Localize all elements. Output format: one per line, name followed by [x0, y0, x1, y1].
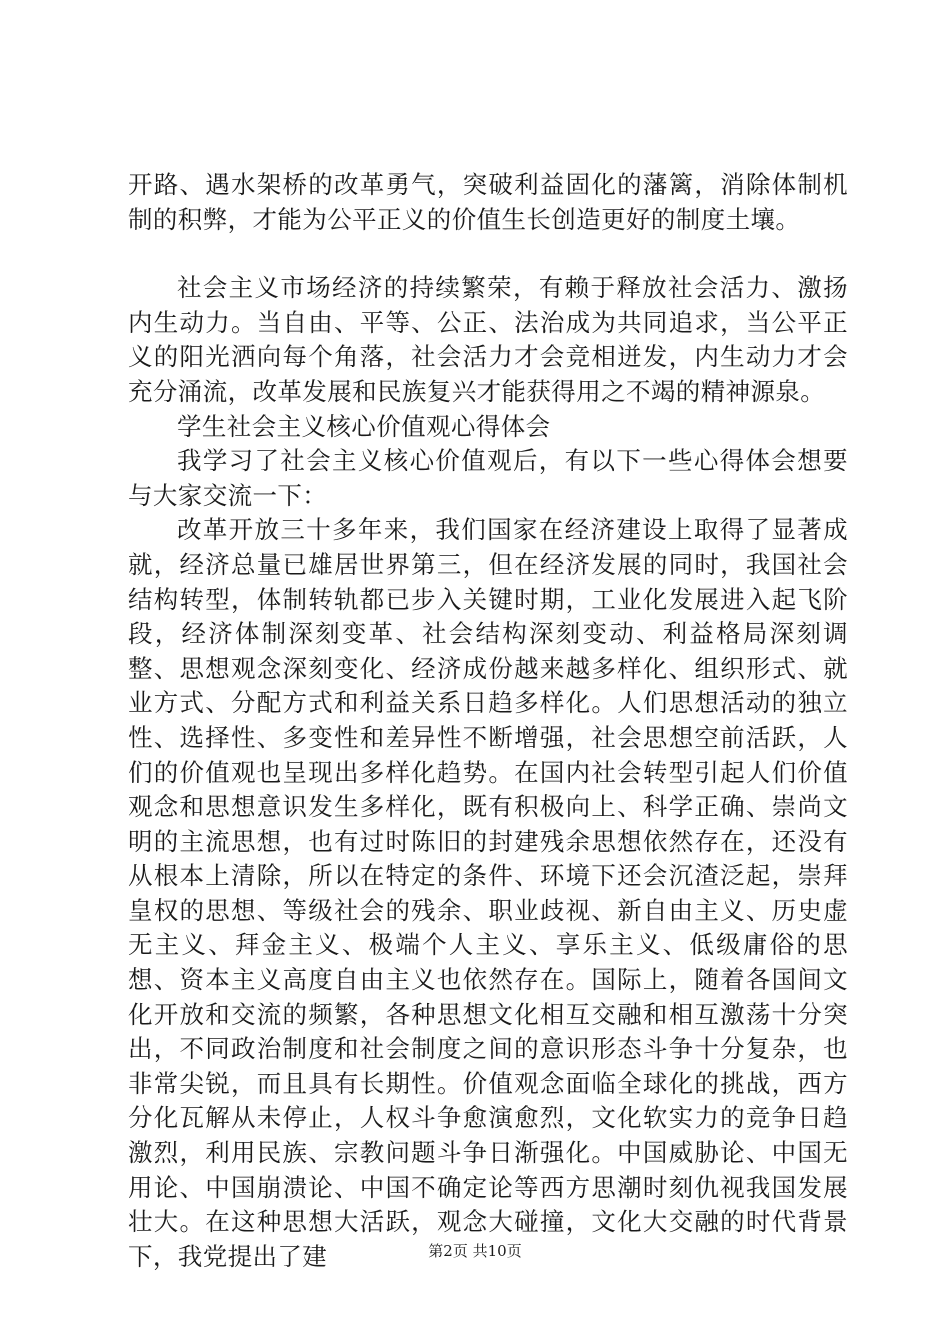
document-body	[128, 168, 848, 1274]
paragraph-intro: 我学习了社会主义核心价值观后，有以下一些心得体会想要与大家交流一下：	[128, 446, 848, 510]
paragraph-continuation: 开路、遇水架桥的改革勇气，突破利益固化的藩篱，消除体制机制的积弊，才能为公平正义的价值生长创造更好的制度土壤。	[128, 170, 848, 234]
paragraph-reform: 改革开放三十多年来，我们国家在经济建设上取得了显著成就，经济总量已雄居世界第三，但在经济发展的同时，我国社会结构转型，体制转轨都已步入关键时期，工业化发展进入起飞阶段，经济体制深刻变革、社会结构深刻变动、利益格局深刻调整、思想观念深刻变化、经济成份越来越多样化、组织形式、就业方式、分配方式和利益关系日趋多样化。人们思想活动的独立性、选择性、多变性和差异性不断增强，社会思想空前活跃，人们的价值观也呈现出多样化趋势。在国内社会转型引起人们价值观念和思想意识发生多样化，既有积极向上、科学正确、崇尚文明的主流思想，也有过时陈旧的封建残余思想依然存在，还没有从根本上清除，所以在特定的条件、环境下还会沉渣泛起，崇拜皇权的思想、等级社会的残余、职业歧视、新自由主义、历史虚无主义、拜金主义、极端个人主义、享乐主义、低级庸俗的思想、资本主义高度自由主义也依然存在。国际上，随着各国间文化开放和交流的频繁，各种思想文化相互交融和相互激荡十分突出，不同政治制度和社会制度之间的意识形态斗争十分复杂，也非常尖锐，而且具有长期性。价值观念面临全球化的挑战，西方分化瓦解从未停止，人权斗争愈演愈烈，文化软实力的竞争日趋激烈，利用民族、宗教问题斗争日渐强化。中国威胁论、中国无用论、中国崩溃论、中国不确定论等西方思潮时刻仇视我国发展壮大。在这种思想大活跃，观念大碰撞，文化大交融的时代背景下，我党提出了建	[128, 515, 848, 1271]
section-title: 学生社会主义核心价值观心得体会	[177, 411, 551, 441]
page-number: 第2页 共10页	[428, 1242, 522, 1260]
paragraph-market-economy: 社会主义市场经济的持续繁荣，有赖于释放社会活力、激扬内生动力。当自由、平等、公正、法治成为共同追求，当公平正义的阳光洒向每个角落，社会活力才会竞相迸发，内生动力才会充分涌流，改革发展和民族复兴才能获得用之不竭的精神源泉。	[128, 273, 848, 406]
